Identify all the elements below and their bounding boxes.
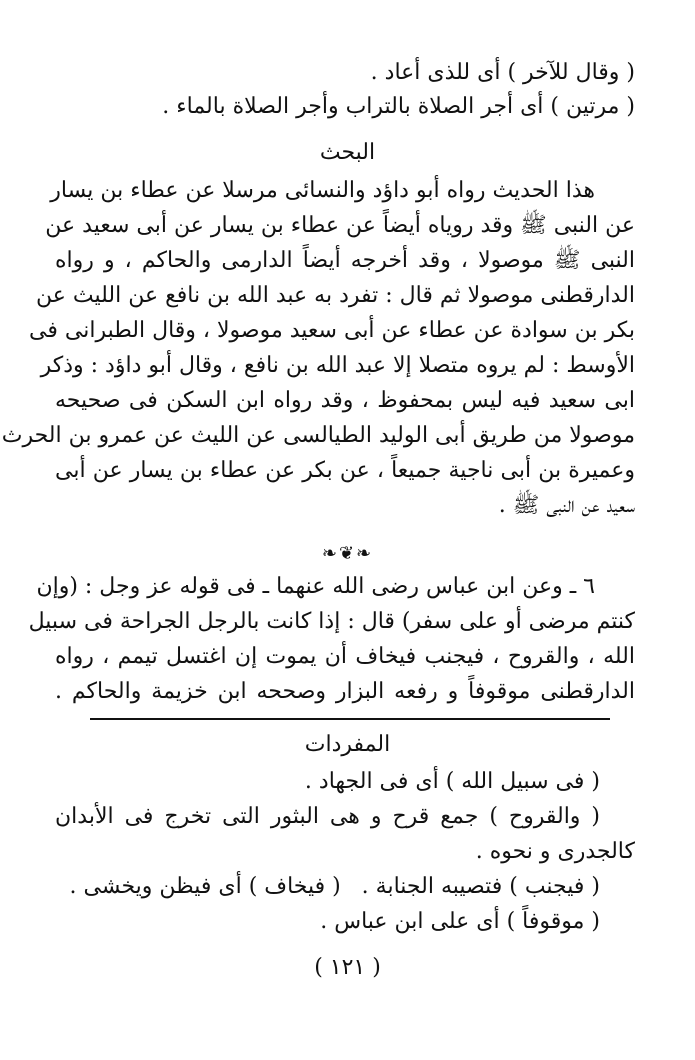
research-line: وعميرة بن أبى ناجية جميعاً ، عن بكر عن عطاء بن يسار عن أبى	[55, 458, 635, 483]
hadith-line: الله ، والقروح ، فيجنب فيخاف أن يموت إن اغتسل تيمم ، رواه	[55, 644, 635, 669]
vocab-line: ( فيجنب ) فتصيبه الجنابة . ( فيخاف ) أى فيظن ويخشى .	[69, 874, 600, 899]
research-line: عن النبى ﷺ وقد روياه أيضاً عن عطاء بن يسار عن أبى سعيد عن	[45, 213, 635, 238]
section-ornament: ❧❦❧	[321, 543, 374, 564]
research-line: سعيد عن النبى ﷺ .	[498, 493, 635, 518]
vocab-line: ( والقروح ) جمع قرح و هى البثور التى تخرج فى الأبدان	[55, 804, 600, 829]
research-line: الدارقطنى موصولا ثم قال : تفرد به عبد الله بن نافع عن الليث عن	[36, 283, 635, 308]
research-line: موصولا من طريق أبى الوليد الطيالسى عن الليث عن عمرو بن الحرث	[1, 423, 635, 448]
vocab-line: كالجدرى و نحوه .	[475, 839, 635, 864]
section-heading-vocabulary: المفردات	[304, 732, 391, 757]
research-line: بكر بن سوادة عن عطاء عن أبى سعيد موصولا ، وقال الطبرانى فى	[29, 318, 635, 343]
research-line: النبى ﷺ موصولا ، وقد أخرجه أيضاً الدارمى والحاكم ، و رواه	[55, 248, 635, 273]
vocab-line: ( فى سبيل الله ) أى فى الجهاد .	[304, 769, 600, 794]
hadith-line: كنتم مرضى أو على سفر) قال : إذا كانت بالرجل الجراحة فى سبيل	[28, 609, 635, 634]
hadith-line: الدارقطنى موقوفاً و رفعه البزار وصححه ابن خزيمة والحاكم .	[55, 679, 635, 704]
vocab-line: ( موقوفاً ) أى على ابن عباس .	[320, 909, 600, 934]
research-line: الأوسط : لم يروه متصلا إلا عبد الله بن نافع ، وقال أبو داؤد : وذكر	[40, 353, 635, 378]
gloss-line: ( وقال للآخر ) أى للذى أعاد .	[370, 60, 635, 85]
research-line: ابى سعيد فيه ليس بمحفوظ ، وقد رواه ابن السكن فى صحيحه	[55, 388, 635, 413]
research-line: هذا الحديث رواه أبو داؤد والنسائى مرسلا عن عطاء بن يسار	[50, 178, 595, 203]
footnote-divider	[90, 718, 610, 720]
gloss-line: ( مرتين ) أى أجر الصلاة بالتراب وأجر الصلاة بالماء .	[162, 94, 635, 119]
page-number: ( ١٢١ )	[314, 955, 381, 980]
hadith-line: ٦ ـ وعن ابن عباس رضى الله عنهما ـ فى قوله عز وجل : (وإن	[36, 574, 595, 599]
section-heading-research: البحث	[319, 140, 376, 165]
